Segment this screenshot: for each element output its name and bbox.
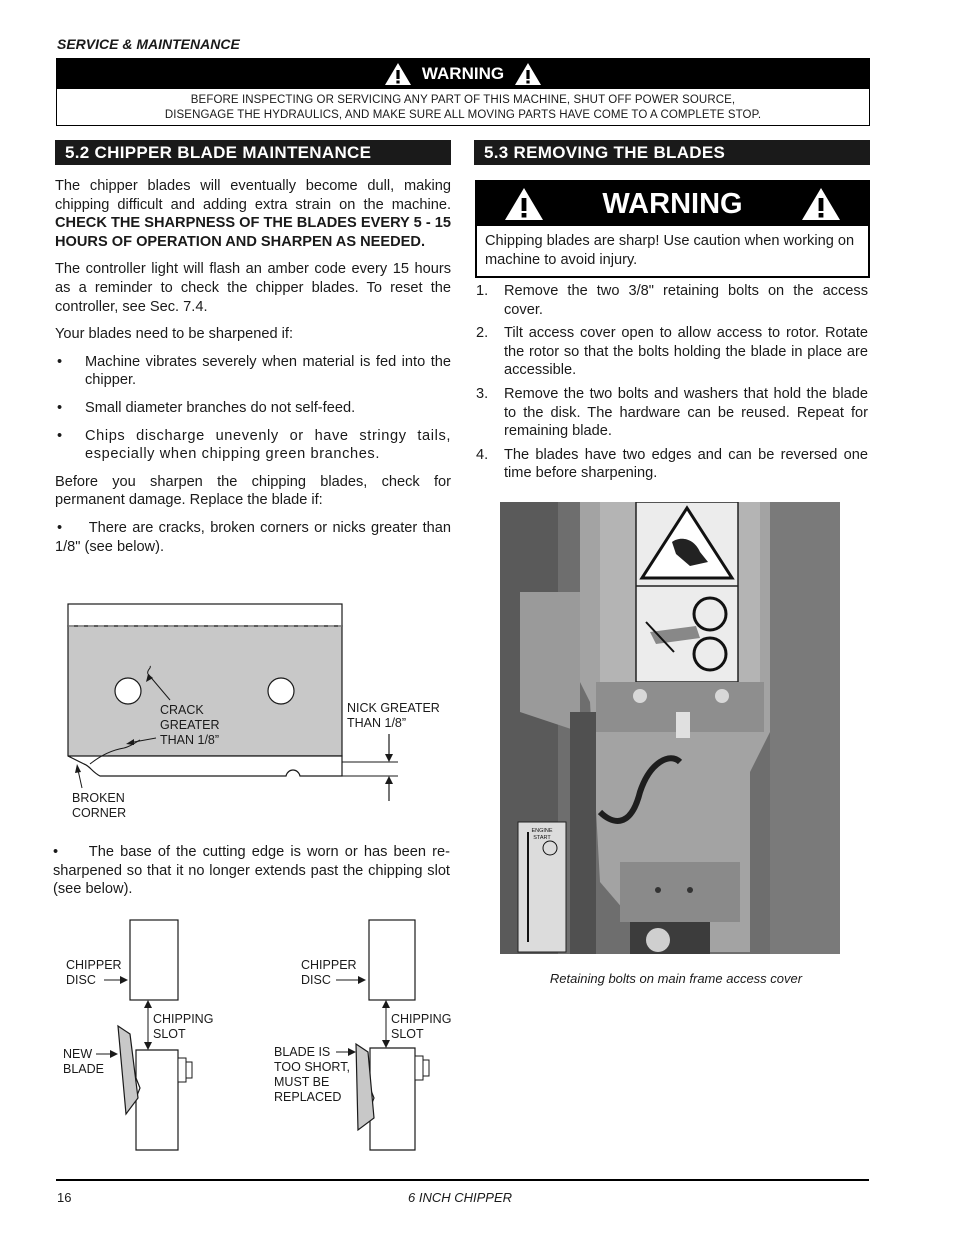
label-line: NICK GREATER xyxy=(347,701,440,715)
label-line: DISC xyxy=(301,973,331,987)
section-heading-removing-the-blades: 5.3 REMOVING THE BLADES xyxy=(474,140,870,165)
label-line: SLOT xyxy=(391,1027,424,1041)
step-item xyxy=(476,385,868,441)
label-line: CRACK xyxy=(160,703,204,717)
bullet-item xyxy=(55,427,451,464)
top-warning-line: DISENGAGE THE HYDRAULICS, AND MAKE SURE ALL MOVING PARTS HAVE COME TO A COMPLETE STOP. xyxy=(164,109,762,121)
top-warning-title: WARNING xyxy=(421,64,505,83)
page-number: 16 xyxy=(57,1190,72,1205)
top-warning-line: BEFORE INSPECTING OR SERVICING ANY PART OF THIS MACHINE, SHUT OFF POWER SOURCE, xyxy=(190,94,736,106)
bullet-item xyxy=(53,843,450,899)
step-number: 4. xyxy=(476,446,489,463)
chipping-slot-label xyxy=(153,1012,213,1042)
step-text: Tilt access cover open to allow access to rotor. Rotate the rotor so that the bolts holding the blade in place are accessible. xyxy=(504,325,868,379)
step-number: 1. xyxy=(476,283,489,299)
step-text: Remove the two bolts and washers that hold the blade to the disk. The hardware can be reused. Repeat for remaining blade. xyxy=(504,385,868,440)
step-number: 2. xyxy=(476,325,489,342)
paragraph xyxy=(55,177,451,251)
broken-corner-label xyxy=(72,791,126,821)
removal-steps xyxy=(476,282,868,488)
chipper-disc-label xyxy=(66,958,122,988)
bullet-symbol: • xyxy=(57,427,63,444)
decal-text: START xyxy=(533,835,551,841)
bullet-text: Machine vibrates severely when material is fed into the chipper. xyxy=(85,353,451,389)
label-line: BLADE xyxy=(63,1062,104,1076)
label-line: BROKEN xyxy=(72,791,125,805)
bullet-item xyxy=(55,519,451,556)
label-line: THAN 1/8” xyxy=(347,716,407,730)
paragraph-emphasis: CHECK THE SHARPNESS OF THE BLADES EVERY 5 - 15 HOURS OF OPERATION AND SHARPEN AS NEEDED. xyxy=(55,215,451,250)
label-line: CORNER xyxy=(72,806,127,820)
step-item xyxy=(476,282,868,319)
bullet-symbol: • xyxy=(57,519,63,536)
bullet-symbol: • xyxy=(53,844,59,860)
left-column-text xyxy=(55,177,451,565)
bullet-item xyxy=(55,353,451,390)
label-line: DISC xyxy=(66,973,96,987)
label-line: CHIPPING xyxy=(391,1012,452,1026)
label-line: REPLACED xyxy=(274,1090,342,1104)
paragraph: Before you sharpen the chipping blades, check for permanent damage. Replace the blade if: xyxy=(55,473,451,509)
warning-icon xyxy=(801,187,841,221)
bullet-text: The base of the cutting edge is worn or has been re-sharpened so that it no longer extends past the chipping slot (see below). xyxy=(53,844,450,898)
top-warning-text xyxy=(57,89,869,123)
bullet-symbol: • xyxy=(57,353,63,370)
bullet-text: Small diameter branches do not self-feed. xyxy=(85,399,356,416)
chipping-slot-label xyxy=(391,1012,451,1042)
top-warning-box xyxy=(56,58,870,126)
blade-warning-box xyxy=(475,180,870,278)
blade-warning-title: WARNING xyxy=(602,187,743,220)
warning-icon xyxy=(514,62,542,86)
step-item xyxy=(476,324,868,380)
step-text: Remove the two 3/8" retaining bolts on the access cover. xyxy=(504,283,868,318)
short-blade-label xyxy=(274,1045,350,1105)
blade-warning-bar xyxy=(477,182,868,226)
bullet-text: There are cracks, broken corners or nicks greater than 1/8" (see below). xyxy=(55,519,451,555)
footer-rule xyxy=(56,1179,869,1181)
access-cover-photo xyxy=(500,502,840,954)
step-text: The blades have two edges and can be reversed one time before sharpening. xyxy=(504,446,868,482)
section-label: SERVICE & MAINTENANCE xyxy=(57,36,240,52)
section-heading-chipper-blade-maintenance: 5.2 CHIPPER BLADE MAINTENANCE xyxy=(55,140,451,165)
paragraph-text: The chipper blades will eventually become dull, making chipping difficult and adding extra strain on the machine. xyxy=(55,178,451,213)
nick-label xyxy=(347,701,440,731)
label-line: CHIPPING xyxy=(153,1012,214,1026)
label-line: MUST BE xyxy=(274,1075,330,1089)
label-line: CHIPPER xyxy=(66,958,122,972)
label-line: TOO SHORT, xyxy=(274,1060,350,1074)
bullet-item xyxy=(55,399,451,418)
step-item xyxy=(476,446,868,483)
paragraph: Your blades need to be sharpened if: xyxy=(55,326,294,343)
step-number: 3. xyxy=(476,385,489,402)
top-warning-bar xyxy=(57,59,869,89)
warning-icon xyxy=(504,187,544,221)
label-line: NEW xyxy=(63,1047,93,1061)
bullet-text: Chips discharge unevenly or have stringy tails, especially when chipping green branches. xyxy=(85,427,451,463)
decal-text: ENGINE xyxy=(531,828,553,834)
new-blade-label xyxy=(63,1047,104,1077)
label-line: GREATER xyxy=(160,718,220,732)
blade-warning-text: Chipping blades are sharp! Use caution when working on machine to avoid injury. xyxy=(485,233,855,268)
warning-icon xyxy=(384,62,412,86)
label-line: SLOT xyxy=(153,1027,186,1041)
crack-label xyxy=(160,703,220,748)
label-line: CHIPPER xyxy=(301,958,357,972)
label-line: BLADE IS xyxy=(274,1045,331,1059)
paragraph: The controller light will flash an amber code every 15 hours as a reminder to check the chipper blades. To reset the controller, see Sec. 7.4. xyxy=(55,261,451,315)
footer-title: 6 INCH CHIPPER xyxy=(408,1190,513,1205)
chipper-disc-label xyxy=(301,958,357,988)
bullet-symbol: • xyxy=(57,399,63,416)
photo-caption: Retaining bolts on main frame access cover xyxy=(549,971,803,986)
label-line: THAN 1/8” xyxy=(160,733,220,747)
